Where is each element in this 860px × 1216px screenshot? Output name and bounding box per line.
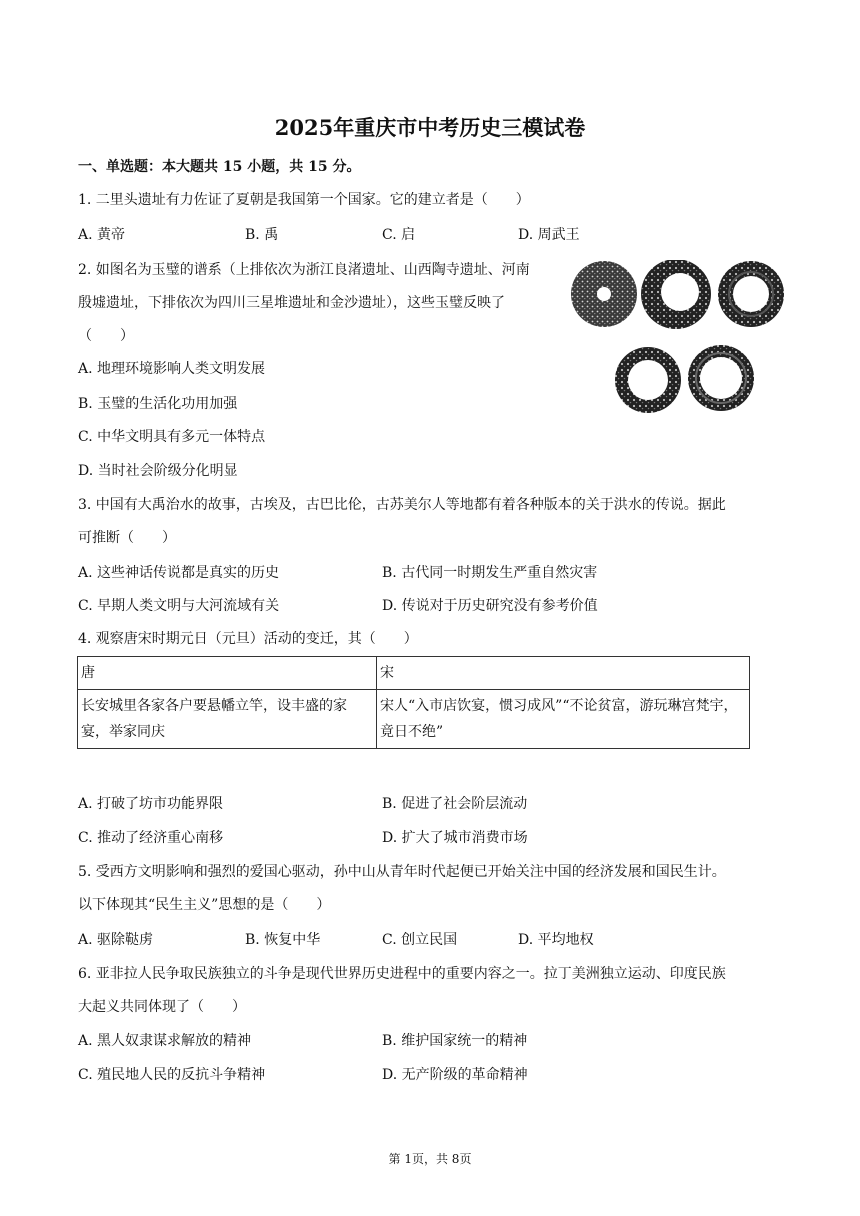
- page-title: 2025年重庆市中考历史三模试卷: [274, 115, 586, 140]
- q4-option-a: A. 打破了坊市功能界限: [78, 796, 224, 812]
- jade-disc-yinxu: [718, 261, 784, 327]
- q5-option-a: A. 驱除鞑虏: [78, 932, 154, 948]
- q1-option-c: C. 启: [382, 227, 416, 243]
- table-cell-song: 宋人“入市店饮宴，惯习成风”“不论贫富，游玩琳宫梵宇，竟日不绝”: [377, 690, 750, 749]
- jade-disc-jinsha: [688, 345, 754, 411]
- q6-stem-line2: 大起义共同体现了（ ）: [78, 999, 246, 1015]
- q6-option-a: A. 黑人奴隶谋求解放的精神: [78, 1033, 252, 1049]
- q3-stem-line2: 可推断（ ）: [78, 530, 176, 546]
- q2-option-a: A. 地理环境影响人类文明发展: [78, 361, 266, 377]
- q4-option-d: D. 扩大了城市消费市场: [382, 830, 528, 846]
- q2-option-d: D. 当时社会阶级分化明显: [78, 463, 238, 479]
- q2-option-c: C. 中华文明具有多元一体特点: [78, 429, 266, 445]
- q6-option-b: B. 维护国家统一的精神: [382, 1033, 528, 1049]
- q3-option-c: C. 早期人类文明与大河流域有关: [78, 598, 280, 614]
- q5-option-c: C. 创立民国: [382, 932, 458, 948]
- page-footer: 第 1页，共 8页: [388, 1152, 472, 1166]
- q5-option-d: D. 平均地权: [518, 932, 594, 948]
- q1-option-b: B. 禹: [245, 227, 279, 243]
- q5-stem-line1: 5. 受西方文明影响和强烈的爱国心驱动，孙中山从青年时代起便已开始关注中国的经济发展和国民生计。: [78, 864, 726, 880]
- jade-disc-taosi: [641, 260, 711, 329]
- table-row: [78, 690, 750, 749]
- q2-stem-line3: （ ）: [78, 328, 134, 344]
- section-heading: 一、单选题：本大题共 15 小题，共 15 分。: [78, 159, 361, 175]
- q4-option-b: B. 促进了社会阶层流动: [382, 796, 528, 812]
- q5-option-b: B. 恢复中华: [245, 932, 321, 948]
- q1-option-a: A. 黄帝: [78, 227, 126, 243]
- q6-option-d: D. 无产阶级的革命精神: [382, 1067, 528, 1083]
- q1-option-d: D. 周武王: [518, 227, 580, 243]
- q2-stem-line1: 2. 如图名为玉璧的谱系（上排依次为浙江良渚遗址、山西陶寺遗址、河南: [78, 262, 530, 278]
- jade-disc-liangzhu: [571, 261, 637, 327]
- table-header-song: 宋: [377, 657, 750, 690]
- q2-stem-line2: 殷墟遗址，下排依次为四川三星堆遗址和金沙遗址），这些玉璧反映了: [78, 295, 505, 311]
- q6-stem-line1: 6. 亚非拉人民争取民族独立的斗争是现代世界历史进程中的重要内容之一。拉丁美洲独立运动、印度民族: [78, 966, 726, 982]
- jade-bi-figure: [566, 260, 786, 420]
- q2-option-b: B. 玉璧的生活化功用加强: [78, 396, 238, 412]
- q3-option-a: A. 这些神话传说都是真实的历史: [78, 565, 280, 581]
- table-header-tang: 唐: [78, 657, 377, 690]
- q4-option-c: C. 推动了经济重心南移: [78, 830, 224, 846]
- q3-stem-line1: 3. 中国有大禹治水的故事，古埃及，古巴比伦，古苏美尔人等地都有着各种版本的关于洪水的传说。据此: [78, 497, 726, 513]
- q4-stem: 4. 观察唐宋时期元日（元旦）活动的变迁，其（ ）: [78, 631, 418, 647]
- q6-option-c: C. 殖民地人民的反抗斗争精神: [78, 1067, 266, 1083]
- table-header-row: [78, 657, 750, 690]
- q3-option-b: B. 古代同一时期发生严重自然灾害: [382, 565, 598, 581]
- q5-stem-line2: 以下体现其“民生主义”思想的是（ ）: [78, 897, 331, 913]
- jade-disc-sanxingdui: [615, 347, 681, 413]
- q4-table: [77, 656, 750, 749]
- q1-stem: 1. 二里头遗址有力佐证了夏朝是我国第一个国家。它的建立者是（ ）: [78, 192, 530, 208]
- q3-option-d: D. 传说对于历史研究没有参考价值: [382, 598, 598, 614]
- table-cell-tang: 长安城里各家各户要悬幡立竿，设丰盛的家宴，举家同庆: [78, 690, 377, 749]
